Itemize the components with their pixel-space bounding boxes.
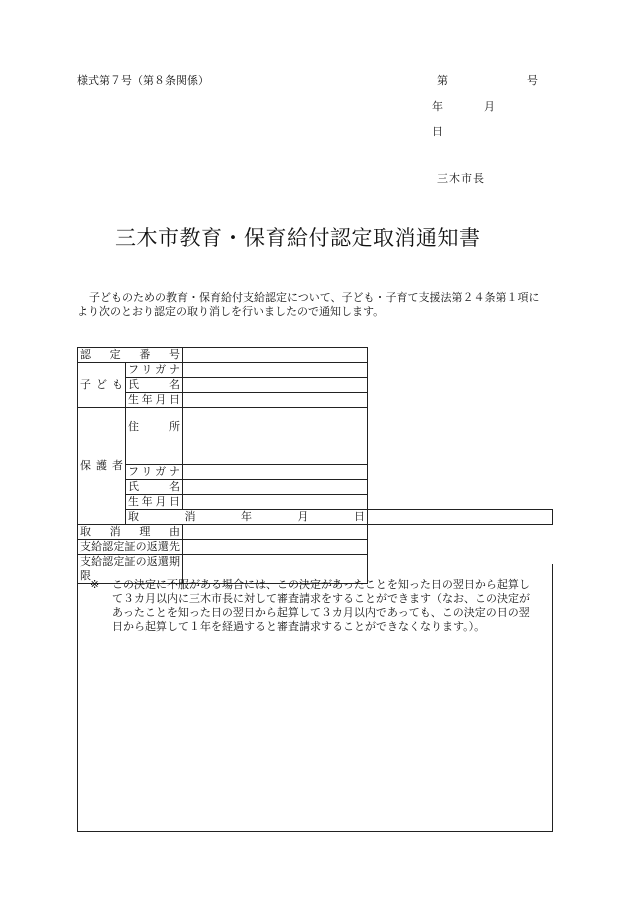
document-title: 三木市教育・保育給付認定取消通知書 bbox=[115, 226, 481, 250]
cert-number-value bbox=[183, 348, 368, 363]
appeal-notice bbox=[90, 578, 540, 634]
date-month-label: 月 bbox=[484, 100, 495, 113]
guardian-birth-value bbox=[183, 495, 368, 510]
guardian-furigana-value bbox=[183, 465, 368, 480]
guardian-group-label: 保護者 bbox=[78, 408, 126, 525]
guardian-address-label: 住所 bbox=[126, 408, 183, 465]
guardian-address-value bbox=[183, 408, 368, 465]
return-deadline-label: 支給認定証の返還期限 bbox=[78, 555, 183, 584]
note-mark: ※ bbox=[90, 578, 100, 591]
intro-paragraph: 子どものための教育・保育給付支給認定について、子ども・子育て支援法第２４条第１項により次のとおり認定の取り消しを行いましたので通知します。 bbox=[77, 291, 540, 318]
cancel-reason-label: 取消理由 bbox=[78, 525, 183, 540]
issuer-name: 三木市長 bbox=[437, 172, 485, 185]
child-name-value bbox=[183, 378, 368, 393]
guardian-name-label: 氏名 bbox=[126, 480, 183, 495]
return-destination-label: 支給認定証の返還先 bbox=[78, 540, 183, 555]
child-name-label: 氏名 bbox=[126, 378, 183, 393]
child-group-label: 子ども bbox=[78, 363, 126, 408]
cancel-reason-value bbox=[183, 525, 368, 540]
child-furigana-label: フリガナ bbox=[126, 363, 183, 378]
cert-number-label: 認定番号 bbox=[78, 348, 183, 363]
return-destination-value bbox=[183, 540, 368, 555]
number-label-left: 第 bbox=[437, 74, 448, 87]
cancel-date-label: 取消年月日 bbox=[126, 510, 368, 525]
date-year-label: 年 bbox=[432, 100, 443, 113]
date-day-label: 日 bbox=[432, 125, 443, 138]
certification-table bbox=[77, 347, 553, 584]
number-label-right: 号 bbox=[527, 74, 538, 87]
child-birth-label: 生年月日 bbox=[126, 393, 183, 408]
guardian-name-value bbox=[183, 480, 368, 495]
note-text: この決定に不服がある場合には、この決定があったことを知った日の翌日から起算して３カ月以内に三木市長に対して審査請求をすることができます（なお、この決定があったことを知った日の翌日から起算して３カ月以内であっても、この決定の日の翌日から起算して１年を経過すると審査請求することができなくなります。）。 bbox=[112, 578, 530, 633]
cancel-date-value bbox=[368, 510, 553, 525]
child-furigana-value bbox=[183, 363, 368, 378]
guardian-furigana-label: フリガナ bbox=[126, 465, 183, 480]
form-reference: 様式第７号（第８条関係） bbox=[77, 74, 209, 87]
guardian-birth-label: 生年月日 bbox=[126, 495, 183, 510]
child-birth-value bbox=[183, 393, 368, 408]
